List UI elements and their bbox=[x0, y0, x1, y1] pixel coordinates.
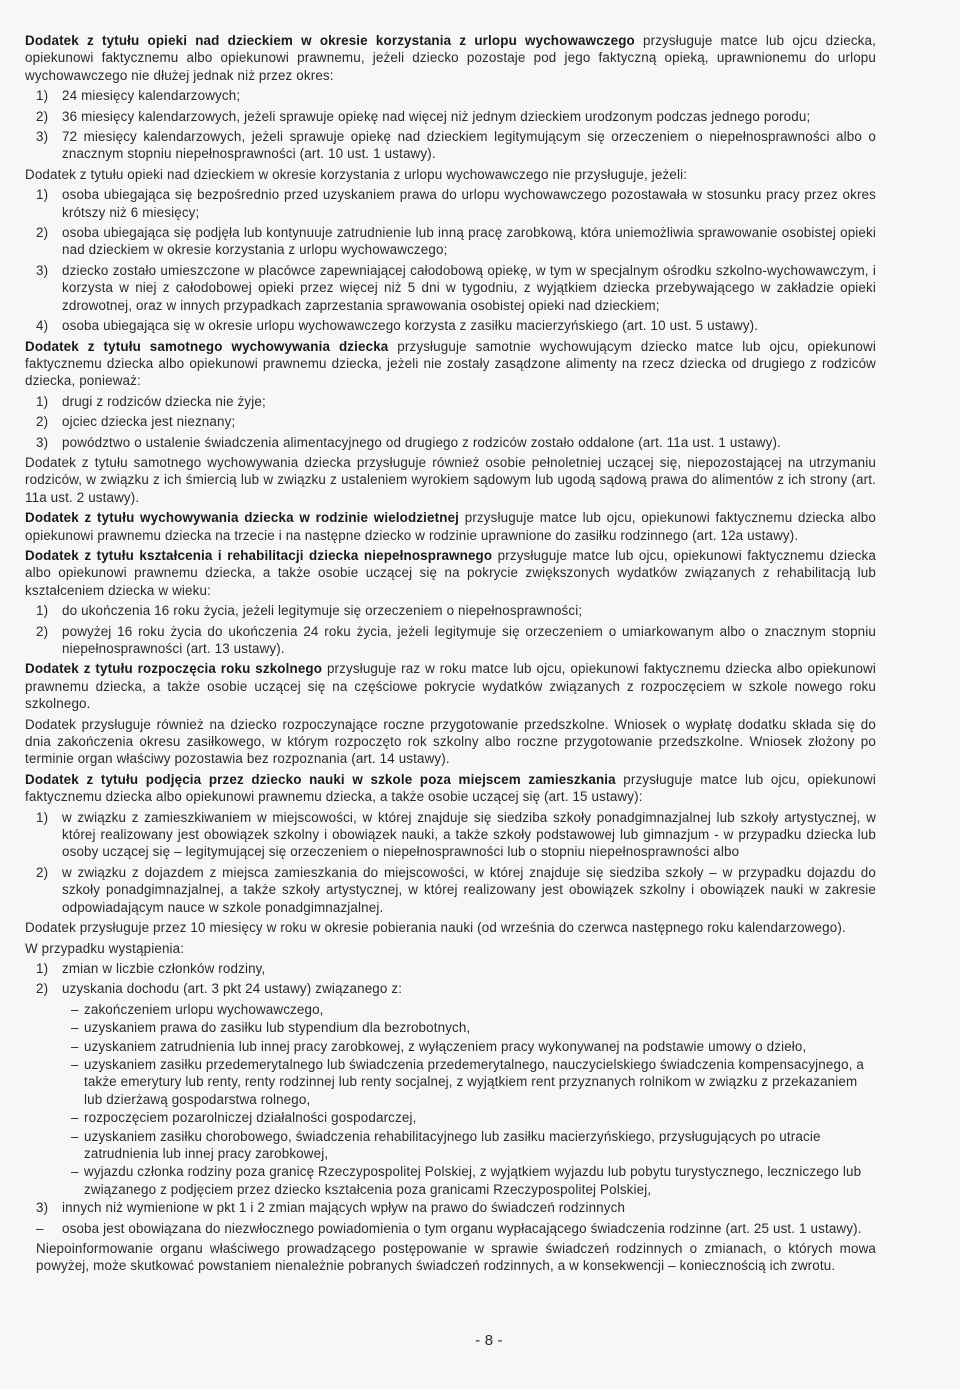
list-item: 2) osoba ubiegająca się podjęła lub kontynuuje zatrudnienie lub inną pracę zarobkową, która uniemożliwia sprawowanie osobistej opieki nad dzieckiem w okresie korzystania z urlopu wychowawczego; bbox=[36, 225, 876, 258]
list-item: 2) 36 miesięcy kalendarzowych, jeżeli sprawuje opiekę nad więcej niż jednym dzieckiem urodzonym podczas jednego porodu; bbox=[36, 108, 811, 124]
dash-item: – uzyskaniem zasiłku chorobowego, świadczenia rehabilitacyjnego lub zasiłku macierzyńskiego, przysługujących po utracie zatrudnienia lub innej pracy zarobkowej, bbox=[71, 1128, 821, 1161]
list-item: 1) zmian w liczbie członków rodziny, bbox=[36, 960, 266, 976]
list-item: 3) dziecko zostało umieszczone w placówce zapewniającej całodobową opiekę, w tym w specjalnym ośrodku szkolno-wychowawczym, i korzysta w niej z całodobowej opieki przez więcej niż 5 dni w tygodniu, z wyjątkiem dziecka przebywającego w zakładzie opieki zdrowotnej, oraz w innych przypadkach zaprzestania sprawowania osobistej opieki nad dzieckiem; bbox=[36, 262, 876, 313]
heading-rodzina-wielodzietna: Dodatek z tytułu wychowywania dziecka w rodzinie wielodzietnej bbox=[25, 510, 460, 526]
list-item: 4) osoba ubiegająca się w okresie urlopu wychowawczego korzysta z zasiłku macierzyńskiego (art. 10 ust. 5 ustawy). bbox=[36, 318, 759, 334]
list-item: 1) 24 miesięcy kalendarzowych; bbox=[36, 88, 241, 104]
heading-ksztalcenie-rehabilitacja: Dodatek z tytułu kształcenia i rehabilitacji dziecka niepełnosprawnego bbox=[25, 547, 493, 563]
list-item: 1) drugi z rodziców dziecka nie żyje; bbox=[36, 393, 266, 409]
list-item: 2) powyżej 16 roku życia do ukończenia 24 roku życia, jeżeli legitymuje się orzeczeniem o umiarkowanym albo o znacznym stopniu niepełnosprawności (art. 13 ustawy). bbox=[36, 623, 876, 656]
paragraph-przygotowanie-przedszkolne: Dodatek przysługuje również na dziecko rozpoczynające roczne przygotowanie przedszkolne. Wniosek o wypłatę dodatku składa się do dnia zakończenia okresu zasiłkowego, w którym rozpoczęto rok szkolny albo roczne przygotowanie przedszkolne. Wniosek złożony po terminie organ właściwy pozostawia bez rozpoznania (art. 14 ustawy). bbox=[25, 716, 876, 767]
dash-item: – zakończeniem urlopu wychowawczego, bbox=[71, 1001, 324, 1017]
heading-samotne-wychowywanie: Dodatek z tytułu samotnego wychowywania dziecka bbox=[25, 338, 389, 354]
dash-item: – uzyskaniem prawa do zasiłku lub stypendium dla bezrobotnych, bbox=[71, 1020, 471, 1036]
paragraph-nauka-poza-miejscem: Dodatek z tytułu podjęcia przez dziecko nauki w szkole poza miejscem zamieszkania przysługuje matce lub ojcu, opiekunowi faktycznemu dziecka albo opiekunowi prawnemu dziecka, a także osobie uczącej się (art. 15 ustawy): bbox=[25, 771, 876, 805]
list-item: 2) w związku z dojazdem z miejsca zamieszkania do miejscowości, w której znajduje się siedziba szkoły – w przypadku dojazdu do szkoły ponadgimnazjalnej, a także szkoły artystycznej, w której realizowany jest obowiązek szkolny i obowiązek nauki w zakresie odpowiadającym nauce w szkole ponadgimnazjalnej. bbox=[36, 864, 876, 915]
paragraph-samotne-wychowywanie-osoba-ucząca: Dodatek z tytułu samotnego wychowywania dziecka przysługuje również osobie pełnoletniej uczącej się, niepozostającej na utrzymaniu rodziców, w związku z ich śmiercią lub w związku z ustaleniem wyrokiem sądowym lub ugodą sądową prawa do alimentów z ich strony (art. 11a ust. 2 ustawy). bbox=[25, 454, 876, 505]
list-item: 1) do ukończenia 16 roku życia, jeżeli legitymuje się orzeczeniem o niepełnosprawności; bbox=[36, 603, 583, 619]
list-item: 2) uzyskania dochodu (art. 3 pkt 24 ustawy) związanego z: bbox=[36, 981, 403, 997]
list-item: 1) w związku z zamieszkiwaniem w miejscowości, w której znajduje się siedziba szkoły ponadgimnazjalnej lub szkoły artystycznej, w której realizowany jest obowiązek szkolny i obowiązek nauki, a także szkoły podstawowej lub gimnazjum - w przypadku dziecka lub osoby uczącej się – legitymującej się orzeczeniem o niepełnosprawności lub o stopniu niepełnosprawności albo bbox=[36, 809, 876, 860]
heading-urlop-wychowawczy: Dodatek z tytułu opieki nad dzieckiem w okresie korzystania z urlopu wychowawczego bbox=[25, 33, 635, 48]
paragraph-ksztalcenie-rehabilitacja: Dodatek z tytułu kształcenia i rehabilitacji dziecka niepełnosprawnego przysługuje matce lub ojcu, opiekunowi faktycznemu dziecka albo opiekunowi prawnemu dziecka, a także osobie uczącej się na pokrycie zwiększonych wydatków związanych z rehabilitacją lub kształceniem dziecka w wieku: bbox=[25, 547, 876, 598]
dash-item: – rozpoczęciem pozarolniczej działalności gospodarczej, bbox=[71, 1110, 417, 1126]
dash-item: – uzyskaniem zatrudnienia lub innej pracy zarobkowej, z wyłączeniem pracy wykonywanej na podstawie umowy o dzieło, bbox=[71, 1038, 807, 1054]
paragraph-urlop-wychowawczy: Dodatek z tytułu opieki nad dzieckiem w okresie korzystania z urlopu wychowawczego przysługuje matce lub ojcu dziecka, opiekunowi faktycznemu albo opiekunowi prawnemu, jeżeli dziecko pozostaje pod jego faktyczną opieką, uprawnionemu do urlopu wychowawczego nie dłużej jednak niż przez okres: bbox=[25, 33, 876, 83]
list-item: 1) osoba ubiegająca się bezpośrednio przed uzyskaniem prawa do urlopu wychowawczego pozostawała w stosunku pracy przez okres krótszy niż 6 miesięcy; bbox=[36, 187, 876, 220]
page-number: - 8 - bbox=[475, 1332, 503, 1349]
dash-item-final: – osoba jest obowiązana do niezwłocznego powiadomienia o tym organu wypłacającego świadczenia rodzinne (art. 25 ust. 1 ustawy). bbox=[36, 1220, 862, 1236]
dash-item: – wyjazdu członka rodziny poza granicę Rzeczypospolitej Polskiej, z wyjątkiem wyjazdu lub pobytu turystycznego, leczniczego lub związanego z podjęciem przez dziecko kształcenia poza granicami Rzeczypospolitej Polskiej, bbox=[71, 1164, 862, 1197]
heading-rok-szkolny: Dodatek z tytułu rozpoczęcia roku szkolnego bbox=[25, 661, 323, 677]
list-item: 3) innych niż wymienione w pkt 1 i 2 zmian mających wpływ na prawo do świadczeń rodzinnych bbox=[36, 1200, 626, 1216]
list-item: 3) powództwo o ustalenie świadczenia alimentacyjnego od drugiego z rodziców zostało oddalone (art. 11a ust. 1 ustawy). bbox=[36, 434, 781, 450]
heading-nauka-poza-miejscem: Dodatek z tytułu podjęcia przez dziecko nauki w szkole poza miejscem zamieszkania bbox=[25, 771, 616, 787]
paragraph-okres-nauki: Dodatek przysługuje przez 10 miesięcy w roku w okresie pobierania nauki (od września do czerwca następnego roku kalendarzowego). bbox=[25, 920, 846, 936]
paragraph-nie-przysluguje: Dodatek z tytułu opieki nad dzieckiem w okresie korzystania z urlopu wychowawczego nie przysługuje, jeżeli: bbox=[25, 166, 688, 182]
list-item: 2) ojciec dziecka jest nieznany; bbox=[36, 414, 236, 430]
paragraph-rodzina-wielodzietna: Dodatek z tytułu wychowywania dziecka w rodzinie wielodzietnej przysługuje matce lub ojcu, opiekunowi faktycznemu dziecka albo opiekunowi prawnemu dziecka na trzecie i na następne dziecko w rodzinie uprawnione do zasiłku rodzinnego (art. 12a ustawy). bbox=[25, 510, 876, 543]
list-item: 3) 72 miesięcy kalendarzowych, jeżeli sprawuje opiekę nad dzieckiem legitymującym się orzeczeniem o niepełnosprawności albo o znacznym stopniu niepełnosprawności (art. 10 ust. 1 ustawy). bbox=[36, 129, 876, 162]
paragraph-samotne-wychowywanie: Dodatek z tytułu samotnego wychowywania dziecka przysługuje samotnie wychowującym dziecko matce lub ojcu, opiekunowi faktycznemu dziecka albo opiekunowi prawnemu dziecka, jeżeli nie zostały zasądzone alimenty na rzecz dziecka od drugiego z rodziców dziecka, ponieważ: bbox=[25, 338, 876, 389]
dash-item: – uzyskaniem zasiłku przedemerytalnego lub świadczenia przedemerytalnego, nauczycielskiego świadczenia kompensacyjnego, a także emerytury lub renty, renty rodzinnej lub renty socjalnej, z wyjątkiem rent przyznanych rolnikom w związku z przekazaniem lub dzierżawą gospodarstwa rolnego, bbox=[71, 1056, 865, 1107]
paragraph-w-przypadku: W przypadku wystąpienia: bbox=[25, 940, 185, 956]
paragraph-rok-szkolny: Dodatek z tytułu rozpoczęcia roku szkolnego przysługuje raz w roku matce lub ojcu, opiekunowi faktycznemu dziecka albo opiekunowi prawnemu dziecka, a także osobie uczącej się na częściowe pokrycie wydatków związanych z rozpoczęciem w szkole nowego roku szkolnego. bbox=[25, 661, 876, 712]
paragraph-niepoinformowanie: Niepoinformowanie organu właściwego prowadzącego postępowanie w sprawie świadczeń rodzinnych o zmianach, o których mowa powyżej, może skutkować powstaniem nienależnie pobranych świadczeń rodzinnych, a w konsekwencji – koniecznością ich zwrotu. bbox=[36, 1241, 876, 1274]
